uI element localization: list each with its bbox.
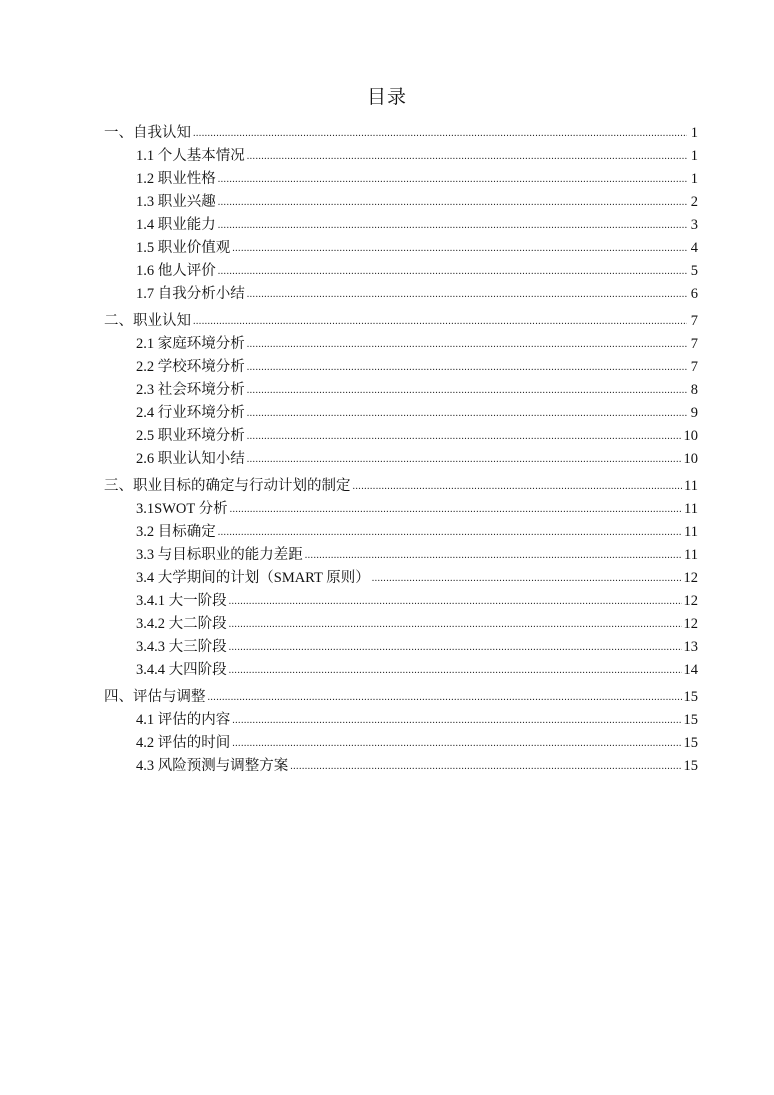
toc-title: 目录 xyxy=(366,87,407,108)
toc-page-number: 3 xyxy=(690,217,698,233)
toc-entry-label: 1.1 个人基本情况 xyxy=(136,148,245,164)
dot-leader xyxy=(290,757,681,775)
toc-page-number: 2 xyxy=(690,194,698,210)
toc-entry-1-4[interactable] xyxy=(104,211,698,234)
dot-leader xyxy=(247,285,687,303)
toc-page-number: 7 xyxy=(690,336,698,352)
dot-leader xyxy=(229,661,682,679)
dot-leader xyxy=(229,638,682,656)
dot-leader xyxy=(232,734,681,752)
toc-entry-2-4[interactable] xyxy=(104,399,698,422)
toc-entry-3-4-3[interactable] xyxy=(104,633,698,656)
toc-entry-label: 4.3 风险预测与调整方案 xyxy=(136,758,289,774)
toc-entry-part-2[interactable] xyxy=(104,306,698,330)
dot-leader xyxy=(247,427,682,445)
toc-entry-4-3[interactable] xyxy=(104,752,698,775)
toc-entry-1-2[interactable] xyxy=(104,165,698,188)
toc-entry-2-5[interactable] xyxy=(104,422,698,445)
toc-page-number: 12 xyxy=(683,616,698,632)
toc-entry-label: 1.2 职业性格 xyxy=(136,171,216,187)
toc-entry-label: 4.1 评估的内容 xyxy=(136,712,231,728)
table-of-contents xyxy=(104,118,698,775)
dot-leader xyxy=(247,147,687,165)
toc-entry-label: 1.4 职业能力 xyxy=(136,217,216,233)
toc-page-number: 1 xyxy=(690,148,698,164)
toc-entry-label: 2.2 学校环境分析 xyxy=(136,359,245,375)
toc-entry-3-4-2[interactable] xyxy=(104,610,698,633)
toc-page-number: 10 xyxy=(683,428,698,444)
toc-page-number: 7 xyxy=(690,359,698,375)
toc-entry-label: 3.4.4 大四阶段 xyxy=(136,662,227,678)
toc-entry-label: 2.6 职业认知小结 xyxy=(136,451,245,467)
toc-page-number: 10 xyxy=(683,451,698,467)
toc-page-number: 14 xyxy=(683,662,698,678)
toc-entry-label: 1.6 他人评价 xyxy=(136,263,216,279)
dot-leader xyxy=(218,523,682,541)
dot-leader xyxy=(247,450,682,468)
toc-page-number: 15 xyxy=(683,689,698,705)
dot-leader xyxy=(218,193,687,211)
toc-page-number: 12 xyxy=(683,570,698,586)
toc-entry-label: 2.4 行业环境分析 xyxy=(136,405,245,421)
toc-entry-label: 1.7 自我分析小结 xyxy=(136,286,245,302)
toc-entry-label: 4.2 评估的时间 xyxy=(136,735,231,751)
toc-entry-label: 四、评估与调整 xyxy=(104,689,206,705)
toc-entry-3-4[interactable] xyxy=(104,564,698,587)
toc-entry-label: 2.1 家庭环境分析 xyxy=(136,336,245,352)
toc-page-number: 15 xyxy=(683,758,698,774)
dot-leader xyxy=(247,358,687,376)
dot-leader xyxy=(218,262,687,280)
toc-entry-label: 2.5 职业环境分析 xyxy=(136,428,245,444)
toc-page-number: 11 xyxy=(684,478,698,494)
toc-page-number: 1 xyxy=(690,171,698,187)
toc-entry-1-7[interactable] xyxy=(104,280,698,303)
toc-entry-2-2[interactable] xyxy=(104,353,698,376)
toc-entry-4-2[interactable] xyxy=(104,729,698,752)
toc-entry-3-1[interactable] xyxy=(104,495,698,518)
dot-leader xyxy=(353,477,683,495)
toc-entry-label: 3.1SWOT 分析 xyxy=(136,501,228,517)
toc-entry-label: 3.4.2 大二阶段 xyxy=(136,616,227,632)
toc-entry-label: 一、自我认知 xyxy=(104,125,191,141)
dot-leader xyxy=(247,404,687,422)
dot-leader xyxy=(193,124,687,142)
toc-entry-part-3[interactable] xyxy=(104,471,698,495)
toc-page-number: 5 xyxy=(690,263,698,279)
dot-leader xyxy=(218,170,687,188)
toc-page-number: 11 xyxy=(684,547,698,563)
toc-entry-2-3[interactable] xyxy=(104,376,698,399)
toc-page-number: 11 xyxy=(684,501,698,517)
toc-page-number: 13 xyxy=(683,639,698,655)
toc-entry-3-2[interactable] xyxy=(104,518,698,541)
toc-page-number: 12 xyxy=(683,593,698,609)
toc-page-number: 15 xyxy=(683,712,698,728)
dot-leader xyxy=(218,216,687,234)
toc-page-number: 6 xyxy=(690,286,698,302)
toc-entry-label: 3.4.1 大一阶段 xyxy=(136,593,227,609)
toc-entry-label: 3.4.3 大三阶段 xyxy=(136,639,227,655)
toc-entry-part-1[interactable] xyxy=(104,118,698,142)
dot-leader xyxy=(193,312,687,330)
toc-entry-3-4-1[interactable] xyxy=(104,587,698,610)
dot-leader xyxy=(247,381,687,399)
toc-entry-label: 2.3 社会环境分析 xyxy=(136,382,245,398)
toc-entry-4-1[interactable] xyxy=(104,706,698,729)
toc-entry-part-4[interactable] xyxy=(104,682,698,706)
dot-leader xyxy=(305,546,682,564)
toc-entry-1-6[interactable] xyxy=(104,257,698,280)
toc-page-number: 9 xyxy=(690,405,698,421)
toc-entry-label: 3.2 目标确定 xyxy=(136,524,216,540)
toc-entry-label: 1.3 职业兴趣 xyxy=(136,194,216,210)
toc-page-number: 15 xyxy=(683,735,698,751)
toc-page-number: 4 xyxy=(690,240,698,256)
toc-page-number: 8 xyxy=(690,382,698,398)
toc-entry-label: 二、职业认知 xyxy=(104,313,191,329)
dot-leader xyxy=(229,592,682,610)
toc-page-number: 11 xyxy=(684,524,698,540)
dot-leader xyxy=(208,688,682,706)
dot-leader xyxy=(372,569,682,587)
toc-entry-label: 3.3 与目标职业的能力差距 xyxy=(136,547,303,563)
toc-entry-label: 3.4 大学期间的计划（SMART 原则） xyxy=(136,570,370,586)
toc-entry-1-1[interactable] xyxy=(104,142,698,165)
toc-entry-2-6[interactable] xyxy=(104,445,698,468)
dot-leader xyxy=(232,239,687,257)
dot-leader xyxy=(232,711,681,729)
toc-entry-label: 1.5 职业价值观 xyxy=(136,240,231,256)
toc-entry-3-3[interactable] xyxy=(104,541,698,564)
toc-entry-label: 三、职业目标的确定与行动计划的制定 xyxy=(104,478,351,494)
toc-entry-2-1[interactable] xyxy=(104,330,698,353)
toc-page-number: 1 xyxy=(690,125,698,141)
dot-leader xyxy=(229,615,682,633)
dot-leader xyxy=(230,500,682,518)
toc-entry-1-3[interactable] xyxy=(104,188,698,211)
dot-leader xyxy=(247,335,687,353)
toc-entry-3-4-4[interactable] xyxy=(104,656,698,679)
toc-entry-1-5[interactable] xyxy=(104,234,698,257)
toc-page-number: 7 xyxy=(690,313,698,329)
